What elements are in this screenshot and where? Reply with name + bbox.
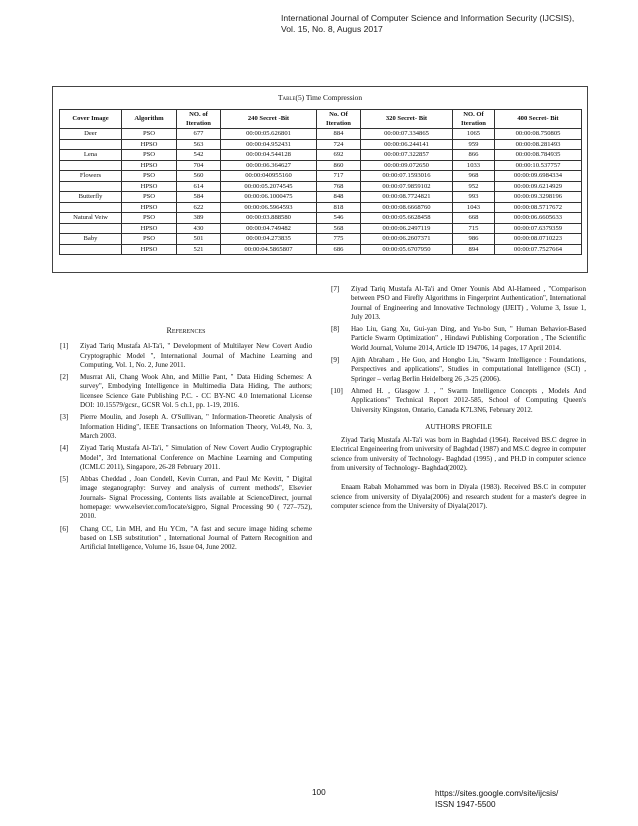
table-row (60, 192, 582, 203)
reference-item (60, 413, 312, 441)
header-320-bit: 320 Secret- Bit (361, 110, 453, 129)
header-240-bit: 240 Secret -Bit (221, 110, 317, 129)
author-profile-1: Ziyad Tariq Mustafa Al-Ta'i was born in Baghdad (1964). Received BS.C degree in Electrical Engeineering from university of Baghdad (1987) and MS.C degree in computer science from university of Technology- Baghdad (1995) , and PH.D in computer science from university of Technology- Baghdad(2002). (331, 436, 586, 473)
reference-text: Ziyad Tariq Mustafa Al-Ta'i and Omer Younis Abd Al-Hameed , "Comparison between PSO and Firefly Algorithms in Fingerprint Authentication", International Journal of Engineering and Innovative Technology (IJEIT) , Volume 3, Issue 1, July 2013. (351, 285, 586, 321)
footer-info (435, 788, 558, 810)
cell-time-320: 00:00:09.072650 (361, 160, 453, 171)
table-row (60, 244, 582, 255)
cell-iterations-240: 501 (177, 234, 221, 245)
cell-iterations-400: 866 (453, 150, 495, 161)
table-caption-text: (5) Time Compression (295, 93, 363, 102)
cell-cover-image (60, 181, 122, 192)
cell-algorithm: PSO (122, 213, 177, 224)
reference-text: Chang CC, Lin MH, and Hu YCm, "A fast and secure image hiding scheme based on LSB substitution" , International Journal of Pattern Recognition and Artificial Intelligence, Volume 16, Issue 04, June 2002. (80, 524, 312, 552)
cell-iterations-320: 717 (317, 171, 361, 182)
table-caption (53, 93, 587, 102)
cell-iterations-320: 848 (317, 192, 361, 203)
cell-iterations-400: 993 (453, 192, 495, 203)
reference-text: Ajith Abraham , He Guo, and Hongbo Liu, "Swarm Intelligence : Foundations, Perspectives and applications", Studies in computational Intelligence (SCI) , Springer – verlag Berlin Heidelberg 26 ,3-25 (2006). (351, 356, 586, 383)
cell-algorithm: PSO (122, 192, 177, 203)
reference-item (60, 444, 312, 472)
cell-iterations-400: 894 (453, 244, 495, 255)
cell-iterations-320: 568 (317, 223, 361, 234)
cell-time-400: 00:00:08.0710223 (495, 234, 582, 245)
cell-iterations-240: 430 (177, 223, 221, 234)
cell-cover-image: Butterfly (60, 192, 122, 203)
reference-text: Ahmed H. , Glasgow J. , " Swarm Intelligence Concepts , Models And Applications" Technical Report 2012-585, School of Computing Queen's University Kingston, Ontario, Canada K7L3N6, February 2012. (351, 386, 586, 414)
cell-time-320: 00:00:05.6707950 (361, 244, 453, 255)
cell-iterations-400: 668 (453, 213, 495, 224)
cell-algorithm: HPSO (122, 202, 177, 213)
references-list-right (331, 285, 586, 415)
cell-time-320: 00:00:05.6628458 (361, 213, 453, 224)
table-frame (52, 86, 588, 273)
journal-header (281, 13, 574, 35)
cell-iterations-240: 542 (177, 150, 221, 161)
table-row (60, 223, 582, 234)
references-list-left (60, 342, 312, 552)
reference-number: [5] (60, 475, 69, 484)
cell-time-320: 00:00:07.334865 (361, 129, 453, 140)
reference-text: Abbas Cheddad , Joan Condell, Kevin Curran, and Paul Mc Kevitt, " Digital image steganography: Survey and analysis of current methods", Elsevier Journals- Signal Processing, Contents lists available at ScienceDirect, journal homepage: www.elsevier.com/locate/sigpro, Signal Processing 90 ( 727–752), 2010. (80, 475, 312, 521)
cell-time-240: 00:00:040955160 (221, 171, 317, 182)
cell-algorithm: PSO (122, 150, 177, 161)
cell-time-400: 00:00:07.6379359 (495, 223, 582, 234)
cell-time-240: 00:00:04.749482 (221, 223, 317, 234)
journal-title: International Journal of Computer Science and Information Security (IJCSIS), (281, 13, 575, 23)
cell-time-400: 00:00:10.537757 (495, 160, 582, 171)
cell-cover-image (60, 139, 122, 150)
cell-cover-image: Natural Veiw (60, 213, 122, 224)
reference-text: Hao Liu, Gang Xu, Gui-yan Ding, and Yu-bo Sun, " Human Behavior-Based Particle Swarm Optimization" , Hindawi Publishing Corporation , The Scientific World Journal, Volume 2014, Article ID 194706, 14 pages, 17 April 2014. (351, 325, 586, 352)
cell-time-320: 00:00:06.2497119 (361, 223, 453, 234)
cell-iterations-400: 952 (453, 181, 495, 192)
right-column (331, 285, 586, 521)
header-iteration-320: No. Of Iteration (317, 110, 361, 129)
reference-item (331, 325, 586, 353)
cell-time-320: 00:00:07.9859102 (361, 181, 453, 192)
cell-iterations-240: 704 (177, 160, 221, 171)
cell-iterations-400: 1043 (453, 202, 495, 213)
reference-text: Ziyad Tariq Mustafa Al-Ta'i, " Development of Multilayer New Covert Audio Cryptographic Model ", International Journal of Machine Learning and Computing, Vol. 1, No. 2, June 2011. (80, 342, 312, 369)
cell-time-320: 00:00:06.2607371 (361, 234, 453, 245)
cell-time-240: 00:00:04.952431 (221, 139, 317, 150)
cell-time-400: 00:00:08.5717672 (495, 202, 582, 213)
cell-time-320: 00:00:07.322857 (361, 150, 453, 161)
cell-iterations-320: 860 (317, 160, 361, 171)
cell-time-400: 00:00:09.3298196 (495, 192, 582, 203)
cell-algorithm: HPSO (122, 244, 177, 255)
reference-item (331, 285, 586, 322)
table-row (60, 181, 582, 192)
table-row (60, 139, 582, 150)
cell-iterations-400: 968 (453, 171, 495, 182)
cell-iterations-320: 546 (317, 213, 361, 224)
cell-iterations-320: 724 (317, 139, 361, 150)
cell-time-400: 00:00:07.7527664 (495, 244, 582, 255)
reference-number: [6] (60, 524, 69, 533)
cell-cover-image (60, 202, 122, 213)
reference-text: Ziyad Tariq Mustafa Al-Ta'i, " Simulation of New Covert Audio Cryptographic Model", 3rd International Conference on Machine Learning and Computing (ICMLC 2011), Singapore, 26-28 February 2011. (80, 444, 312, 471)
table-caption-prefix: Table (277, 93, 296, 102)
reference-text: Musrrat Ali, Chang Wook Ahn, and Millie Pant, " Data Hiding Schemes: A survey", Embodying Intelligence in Multimedia Data Hiding, The authors; licensee Science Gate Publishing P.C. - CC BY-NC 4.0 International License DOI: 10.15579/gcsr., GCSR Vol. 5 ch.1, pp. 1-19, 2016. (80, 373, 312, 410)
reference-item (60, 525, 312, 553)
cell-algorithm: HPSO (122, 160, 177, 171)
reference-item (331, 387, 586, 415)
header-cover-image: Cover Image (60, 110, 122, 129)
reference-number: [2] (60, 373, 69, 382)
cell-time-400: 00:00:06.6605633 (495, 213, 582, 224)
reference-item (60, 342, 312, 370)
reference-number: [4] (60, 444, 69, 453)
reference-number: [8] (331, 325, 340, 334)
authors-profile-title: AUTHORS PROFILE (425, 421, 492, 431)
table-row (60, 150, 582, 161)
cell-iterations-320: 775 (317, 234, 361, 245)
cell-time-320: 00:00:08.7724821 (361, 192, 453, 203)
left-column (60, 326, 312, 556)
cell-algorithm: HPSO (122, 223, 177, 234)
table-row (60, 171, 582, 182)
cell-algorithm: HPSO (122, 139, 177, 150)
footer-issn: ISSN 1947-5500 (435, 800, 496, 809)
cell-iterations-240: 584 (177, 192, 221, 203)
cell-iterations-240: 622 (177, 202, 221, 213)
cell-iterations-400: 715 (453, 223, 495, 234)
header-400-bit: 400 Secret- Bit (495, 110, 582, 129)
cell-iterations-240: 677 (177, 129, 221, 140)
reference-item (60, 475, 312, 521)
cell-iterations-240: 614 (177, 181, 221, 192)
cell-time-240: 00:00:05.2074545 (221, 181, 317, 192)
cell-time-240: 00:00:04.5865807 (221, 244, 317, 255)
page-number: 100 (312, 788, 326, 797)
reference-number: [9] (331, 356, 340, 365)
cell-cover-image: Baby (60, 234, 122, 245)
cell-iterations-400: 1033 (453, 160, 495, 171)
cell-iterations-320: 818 (317, 202, 361, 213)
cell-time-240: 00:00:05.626801 (221, 129, 317, 140)
cell-algorithm: PSO (122, 171, 177, 182)
table-row (60, 129, 582, 140)
cell-time-320: 00:00:06.244141 (361, 139, 453, 150)
cell-time-320: 00:00:07.1593016 (361, 171, 453, 182)
cell-time-240: 00:00:03.888580 (221, 213, 317, 224)
cell-iterations-240: 521 (177, 244, 221, 255)
cell-iterations-320: 686 (317, 244, 361, 255)
header-iteration-400: NO. Of Iteration (453, 110, 495, 129)
cell-iterations-240: 389 (177, 213, 221, 224)
cell-time-240: 00:00:06.5964593 (221, 202, 317, 213)
reference-number: [1] (60, 342, 69, 351)
cell-algorithm: PSO (122, 129, 177, 140)
cell-time-240: 00:00:06.1000475 (221, 192, 317, 203)
cell-iterations-320: 768 (317, 181, 361, 192)
cell-time-400: 00:00:08.750805 (495, 129, 582, 140)
cell-cover-image (60, 244, 122, 255)
footer-url-link[interactable]: https://sites.google.com/site/ijcsis/ (435, 789, 559, 798)
cell-algorithm: PSO (122, 234, 177, 245)
table-row (60, 234, 582, 245)
cell-iterations-240: 560 (177, 171, 221, 182)
cell-cover-image: Deer (60, 129, 122, 140)
cell-time-240: 00:00:04.273835 (221, 234, 317, 245)
time-compression-table (59, 109, 582, 255)
table-row (60, 213, 582, 224)
cell-iterations-320: 692 (317, 150, 361, 161)
cell-iterations-400: 959 (453, 139, 495, 150)
reference-text: Pierre Moulin, and Joseph A. O'Sullivan, " Information-Theoretic Analysis of Information Hiding", IEEE Transactions on Information Theory, Vol.49, No. 3, March 2003. (80, 413, 312, 440)
cell-time-400: 00:00:09.6214929 (495, 181, 582, 192)
table-row (60, 202, 582, 213)
reference-number: [3] (60, 413, 69, 422)
cell-cover-image: Lena (60, 150, 122, 161)
cell-iterations-240: 563 (177, 139, 221, 150)
cell-time-320: 00:00:08.6668760 (361, 202, 453, 213)
header-algorithm: Algorithm (122, 110, 177, 129)
cell-iterations-320: 884 (317, 129, 361, 140)
cell-time-400: 00:00:09.6984334 (495, 171, 582, 182)
cell-cover-image (60, 223, 122, 234)
cell-time-400: 00:00:08.784935 (495, 150, 582, 161)
reference-number: [10] (331, 386, 343, 395)
table-row (60, 160, 582, 171)
cell-time-240: 00:00:04.544128 (221, 150, 317, 161)
journal-volume: Vol. 15, No. 8, Augus 2017 (281, 24, 383, 34)
cell-algorithm: HPSO (122, 181, 177, 192)
cell-iterations-400: 1065 (453, 129, 495, 140)
header-iteration-240: NO. of Iteration (177, 110, 221, 129)
cell-cover-image: Flowers (60, 171, 122, 182)
table-header-row (60, 110, 582, 129)
reference-number: [7] (331, 285, 340, 293)
reference-item (60, 373, 312, 410)
cell-time-400: 00:00:08.281493 (495, 139, 582, 150)
references-title: References (166, 326, 206, 335)
reference-item (331, 356, 586, 384)
cell-time-240: 00:00:06.364627 (221, 160, 317, 171)
author-profile-2: Enaam Rabah Mohammed was born in Diyala (1983). Received BS.C in computer science from university of Diyala(2006) and research student for a master's degree in computer science from the University of Diyala(2017). (331, 483, 586, 510)
cell-iterations-400: 986 (453, 234, 495, 245)
cell-cover-image (60, 160, 122, 171)
